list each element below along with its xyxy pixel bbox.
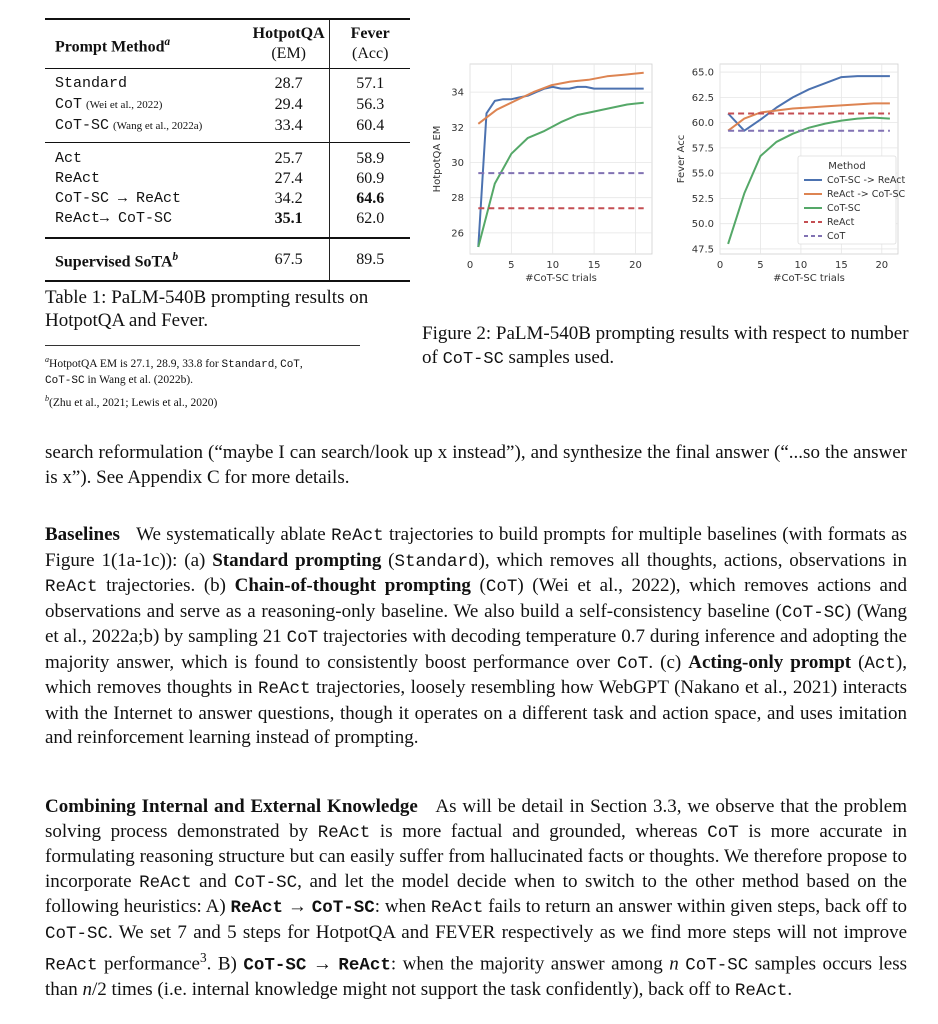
header-prompt-method: Prompt Method$^a$ xyxy=(55,36,171,56)
x-tick-label: 15 xyxy=(587,260,601,271)
x-tick-label: 0 xyxy=(466,260,474,271)
y-tick-label: 57.5 xyxy=(691,143,714,155)
x-tick-label: 5 xyxy=(757,260,764,271)
figure-2 xyxy=(430,62,910,292)
footnote-a: $^a$HotpotQA EM is 27.1, 28.9, 33.8 for Standard, CoT, CoT-SC in Wang et al. (2022b). xyxy=(45,355,303,387)
y-tick-label: 47.5 xyxy=(691,244,714,256)
paragraph-combining: Combining Internal and External Knowledge As will be detail in Section 3.3, we observe that the problem solving process demonstrated by ReAct is more factual and grounded, whereas CoT is more accurate in formulating reasoning structure but can easily suffer from hallucinated facts or thoughts. We therefore propose to incorporate ReAct and CoT-SC, and let the model decide when to switch to the other method based on the following heuristics: A) ReAct → CoT-SC: when ReAct fails to return an answer within given steps, back off to CoT-SC. We set 7 and 5 steps for HotpotQA and FEVER respectively as we find more steps will not improve ReAct performance$^3$. B) CoT-SC → ReAct: when the majority answer among n CoT-SC samples occurs less than n/2 times (i.e. internal knowledge might not support the task confidently), back off to ReAct. xyxy=(45,796,908,1001)
footnote-divider xyxy=(45,345,360,346)
table-row-sota: Supervised SoTA$^b$ 67.5 89.5 xyxy=(45,238,410,281)
y-tick-label: 60.0 xyxy=(691,118,714,130)
y-tick-label: 50.0 xyxy=(691,219,714,231)
y-tick-label: 55.0 xyxy=(691,168,714,180)
x-tick-label: 5 xyxy=(508,260,515,271)
header-hotpotqa: HotpotQA (EM) xyxy=(248,19,330,69)
x-tick-label: 20 xyxy=(629,260,642,271)
heading-baselines: Baselines xyxy=(45,524,120,545)
legend-label-cotsc_react: CoT-SC -> ReAct xyxy=(827,175,906,186)
legend-label-cotsc: CoT-SC xyxy=(827,203,861,214)
y-tick-label: 34 xyxy=(451,87,464,99)
table-row: Standard 28.7 57.1 xyxy=(45,69,410,95)
table-caption: Table 1: PaLM-540B prompting results on HotpotQA and Fever. xyxy=(45,287,369,331)
table-row: CoT (Wei et al., 2022) 29.4 56.3 xyxy=(55,95,385,113)
footnote-b: $^b$(Zhu et al., 2021; Lewis et al., 2020) xyxy=(45,393,218,409)
y-tick-label: 52.5 xyxy=(691,193,714,205)
footnotes xyxy=(45,352,415,411)
table-row: ReAct 27.4 60.9 xyxy=(55,170,385,187)
figure-2-plots xyxy=(430,62,910,292)
paragraph-intro-tail: search reformulation (“maybe I can search/look up x instead”), and synthesize the final answer (“...so the answer is x”). See Appendix C for more details. xyxy=(45,442,907,488)
x-tick-label: 10 xyxy=(794,260,808,271)
legend-label-react_cotsc: ReAct -> CoT-SC xyxy=(827,189,906,200)
x-axis-label: #CoT-SC trials xyxy=(773,273,845,284)
y-tick-label: 65.0 xyxy=(691,67,714,79)
legend-title: Method xyxy=(828,161,866,172)
y-tick-label: 32 xyxy=(451,122,464,134)
results-table xyxy=(45,18,410,282)
heading-combining: Combining Internal and External Knowledge xyxy=(45,796,418,817)
y-tick-label: 62.5 xyxy=(691,92,714,104)
header-fever: Fever (Acc) xyxy=(350,25,390,62)
table-row: CoT-SC → ReAct 34.2 64.6 xyxy=(55,190,385,207)
table-row: ReAct→ CoT-SC 35.1 62.0 xyxy=(45,209,410,238)
y-tick-label: 30 xyxy=(451,158,464,170)
figure-caption: Figure 2: PaLM-540B prompting results with respect to number of CoT-SC samples used. xyxy=(422,323,909,369)
y-axis-label: HotpotQA EM xyxy=(432,125,443,193)
x-tick-label: 20 xyxy=(875,260,889,271)
table-row: CoT-SC (Wang et al., 2022a) 33.4 60.4 xyxy=(45,115,410,143)
x-tick-label: 0 xyxy=(716,260,724,271)
y-axis-label: Fever Acc xyxy=(676,134,687,184)
x-tick-label: 15 xyxy=(834,260,848,271)
paragraph-baselines: Baselines We systematically ablate ReAct trajectories to build prompts for multiple baselines (with formats as Figure 1(1a-1c)): (a) Standard prompting (Standard), which removes all thoughts, actions, observations in ReAct trajectories. (b) Chain-of-thought prompting (CoT) (Wei et al., 2022), which removes actions and observations and serve as a reasoning-only baseline. We also build a self-consistency baseline (CoT-SC) (Wang et al., 2022a;b) by sampling 21 CoT trajectories with decoding temperature 0.7 during inference and adopting the majority answer, which is found to consistently boost performance over CoT. (c) Acting-only prompt (Act), which removes thoughts in ReAct trajectories, loosely resembling how WebGPT (Nakano et al., 2021) interacts with the Internet to answer questions, though it operates on a different task and action space, and uses imitation and reinforcement learning instead of prompting. xyxy=(45,524,908,748)
table-row: Act 25.7 58.9 xyxy=(45,143,410,170)
x-tick-label: 10 xyxy=(546,260,560,271)
x-axis-label: #CoT-SC trials xyxy=(525,273,597,284)
y-tick-label: 28 xyxy=(451,193,464,205)
legend-label-cot: CoT xyxy=(827,231,846,242)
legend-label-react: ReAct xyxy=(827,217,855,228)
y-tick-label: 26 xyxy=(451,228,464,240)
